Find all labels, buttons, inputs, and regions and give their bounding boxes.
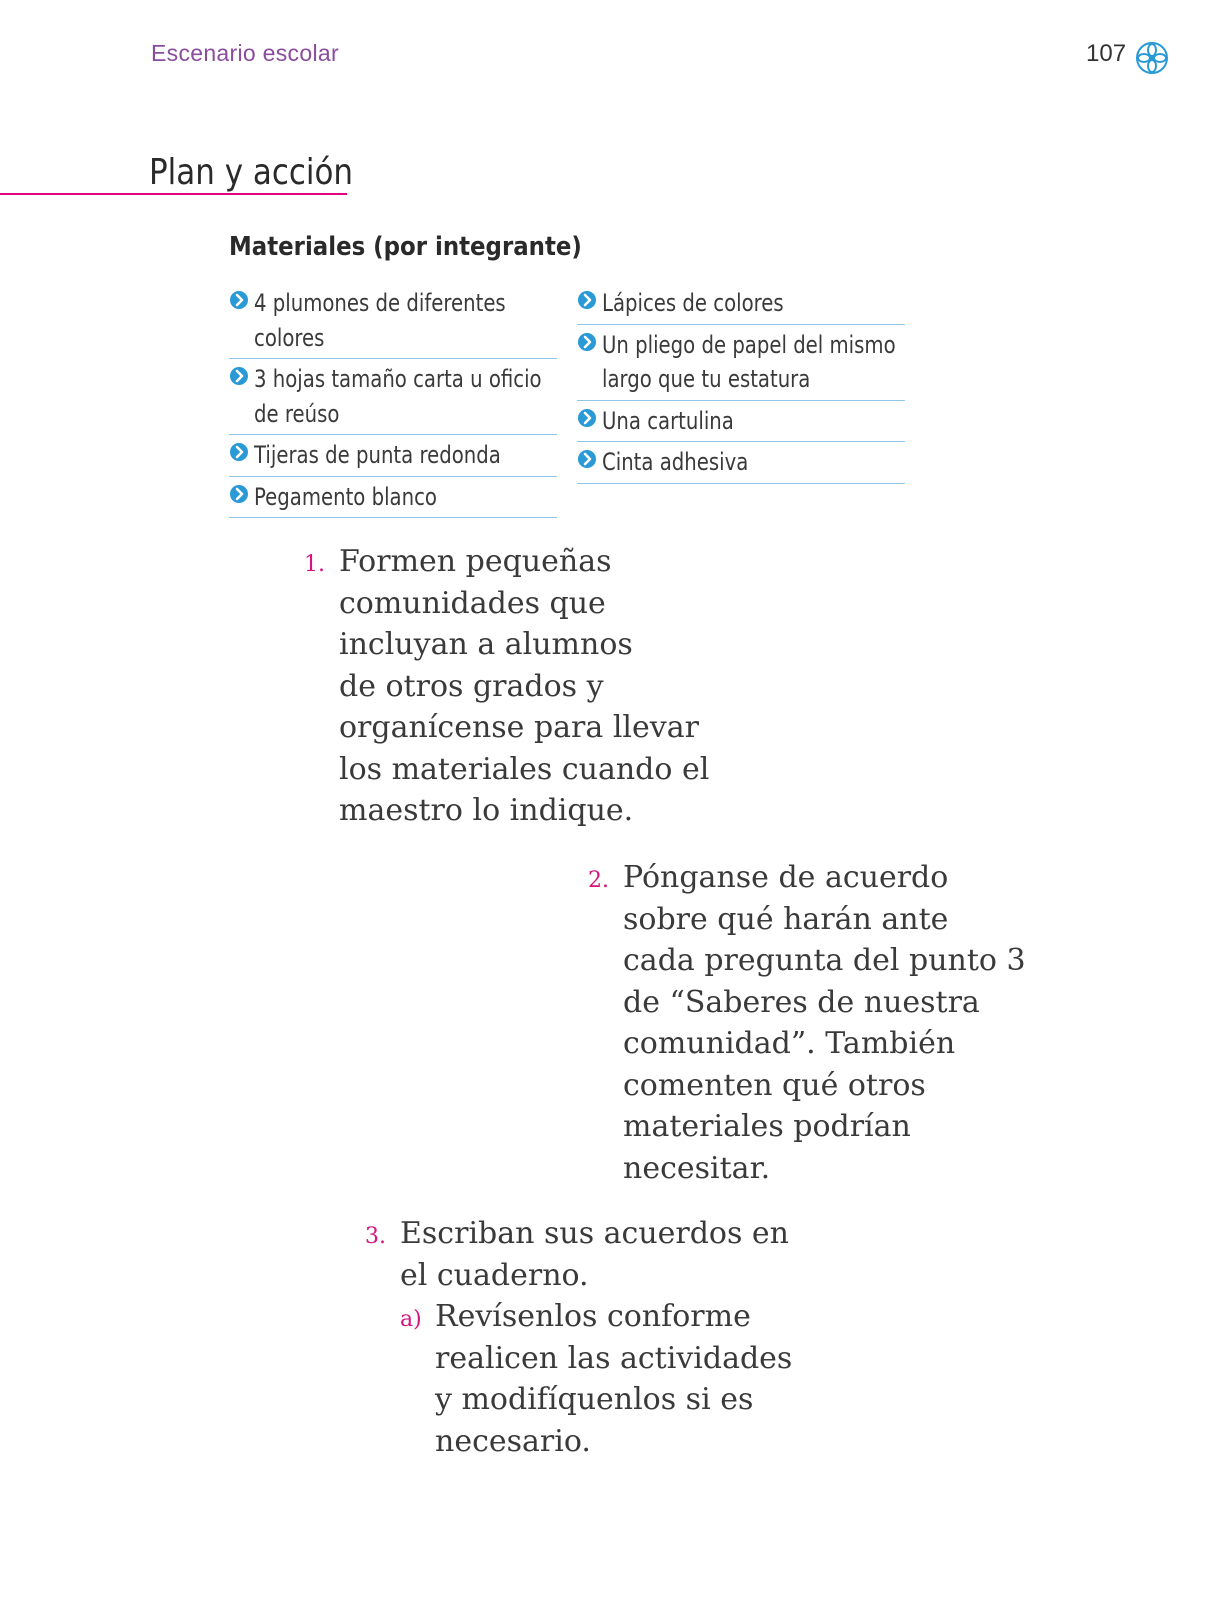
step-text-line: Escriban sus acuerdos en bbox=[400, 1216, 790, 1251]
title-underline bbox=[0, 193, 347, 195]
chevron-right-icon bbox=[577, 449, 597, 469]
step-text-line: Formen pequeñas bbox=[339, 544, 612, 579]
step-text-line: comunidad”. También bbox=[623, 1026, 956, 1061]
list-item bbox=[577, 283, 905, 325]
list-item bbox=[577, 401, 905, 443]
list-item bbox=[577, 442, 905, 484]
step-text-line: comunidades que bbox=[339, 585, 606, 621]
list-item bbox=[577, 325, 905, 401]
step-text-line: necesitar. bbox=[623, 1150, 771, 1186]
step-number: 3. bbox=[365, 1224, 386, 1249]
step-1 bbox=[304, 541, 710, 832]
step-text-line: los materiales cuando el bbox=[339, 751, 710, 787]
step-text-line: sobre qué harán ante bbox=[623, 901, 949, 937]
materials-list-right bbox=[577, 283, 905, 484]
material-text: Pegamento blanco bbox=[254, 482, 437, 511]
substep-a bbox=[400, 1296, 793, 1462]
materials-heading: Materiales (por integrante) bbox=[229, 232, 582, 262]
step-3 bbox=[365, 1213, 793, 1462]
chevron-right-icon bbox=[229, 484, 249, 504]
list-item bbox=[229, 359, 557, 435]
material-text: Un pliego de papel del mismo bbox=[602, 330, 896, 359]
materials-list-left bbox=[229, 283, 557, 518]
section-title: Plan y acción bbox=[149, 152, 354, 193]
step-text-line: el cuaderno. bbox=[400, 1257, 589, 1293]
flower-emblem-icon bbox=[1134, 40, 1170, 76]
chevron-right-icon bbox=[577, 290, 597, 310]
step-text-line: incluyan a alumnos bbox=[339, 627, 633, 662]
substep-text-line: y modifíquenlos si es bbox=[435, 1382, 754, 1417]
material-text: Cinta adhesiva bbox=[602, 448, 749, 476]
page-number: 107 bbox=[1086, 40, 1127, 67]
material-text: largo que tu estatura bbox=[602, 365, 811, 393]
substep-letter: a) bbox=[400, 1307, 422, 1332]
running-header: Escenario escolar bbox=[151, 40, 339, 66]
step-text-line: de “Saberes de nuestra bbox=[623, 984, 980, 1020]
step-text-line: maestro lo indique. bbox=[339, 793, 634, 828]
step-text-line: organícense para llevar bbox=[339, 710, 699, 745]
material-text: de reúso bbox=[254, 399, 340, 428]
chevron-right-icon bbox=[229, 442, 249, 462]
chevron-right-icon bbox=[577, 332, 597, 352]
step-2 bbox=[588, 857, 1026, 1189]
list-item bbox=[229, 283, 557, 359]
substep-text-line: necesario. bbox=[435, 1423, 591, 1459]
chevron-right-icon bbox=[229, 290, 249, 310]
substep-text-line: realicen las actividades bbox=[435, 1340, 793, 1376]
step-text-line: comenten qué otros bbox=[623, 1067, 926, 1103]
step-number: 1. bbox=[304, 552, 325, 577]
substep-text-line: Revísenlos conforme bbox=[435, 1299, 751, 1334]
list-item bbox=[229, 477, 557, 519]
material-text: 4 plumones de diferentes bbox=[254, 289, 506, 317]
material-text: Una cartulina bbox=[602, 406, 734, 435]
material-text: colores bbox=[254, 323, 325, 352]
step-text-line: Pónganse de acuerdo bbox=[623, 860, 949, 895]
step-text-line: de otros grados y bbox=[339, 668, 604, 704]
material-text: Lápices de colores bbox=[602, 289, 784, 317]
material-text: 3 hojas tamaño carta u oficio bbox=[254, 365, 542, 393]
material-text: Tijeras de punta redonda bbox=[254, 441, 501, 469]
chevron-right-icon bbox=[577, 408, 597, 428]
step-text-line: cada pregunta del punto 3 bbox=[623, 943, 1026, 978]
step-text-line: materiales podrían bbox=[623, 1109, 911, 1144]
list-item bbox=[229, 435, 557, 477]
step-number: 2. bbox=[588, 868, 609, 893]
chevron-right-icon bbox=[229, 366, 249, 386]
